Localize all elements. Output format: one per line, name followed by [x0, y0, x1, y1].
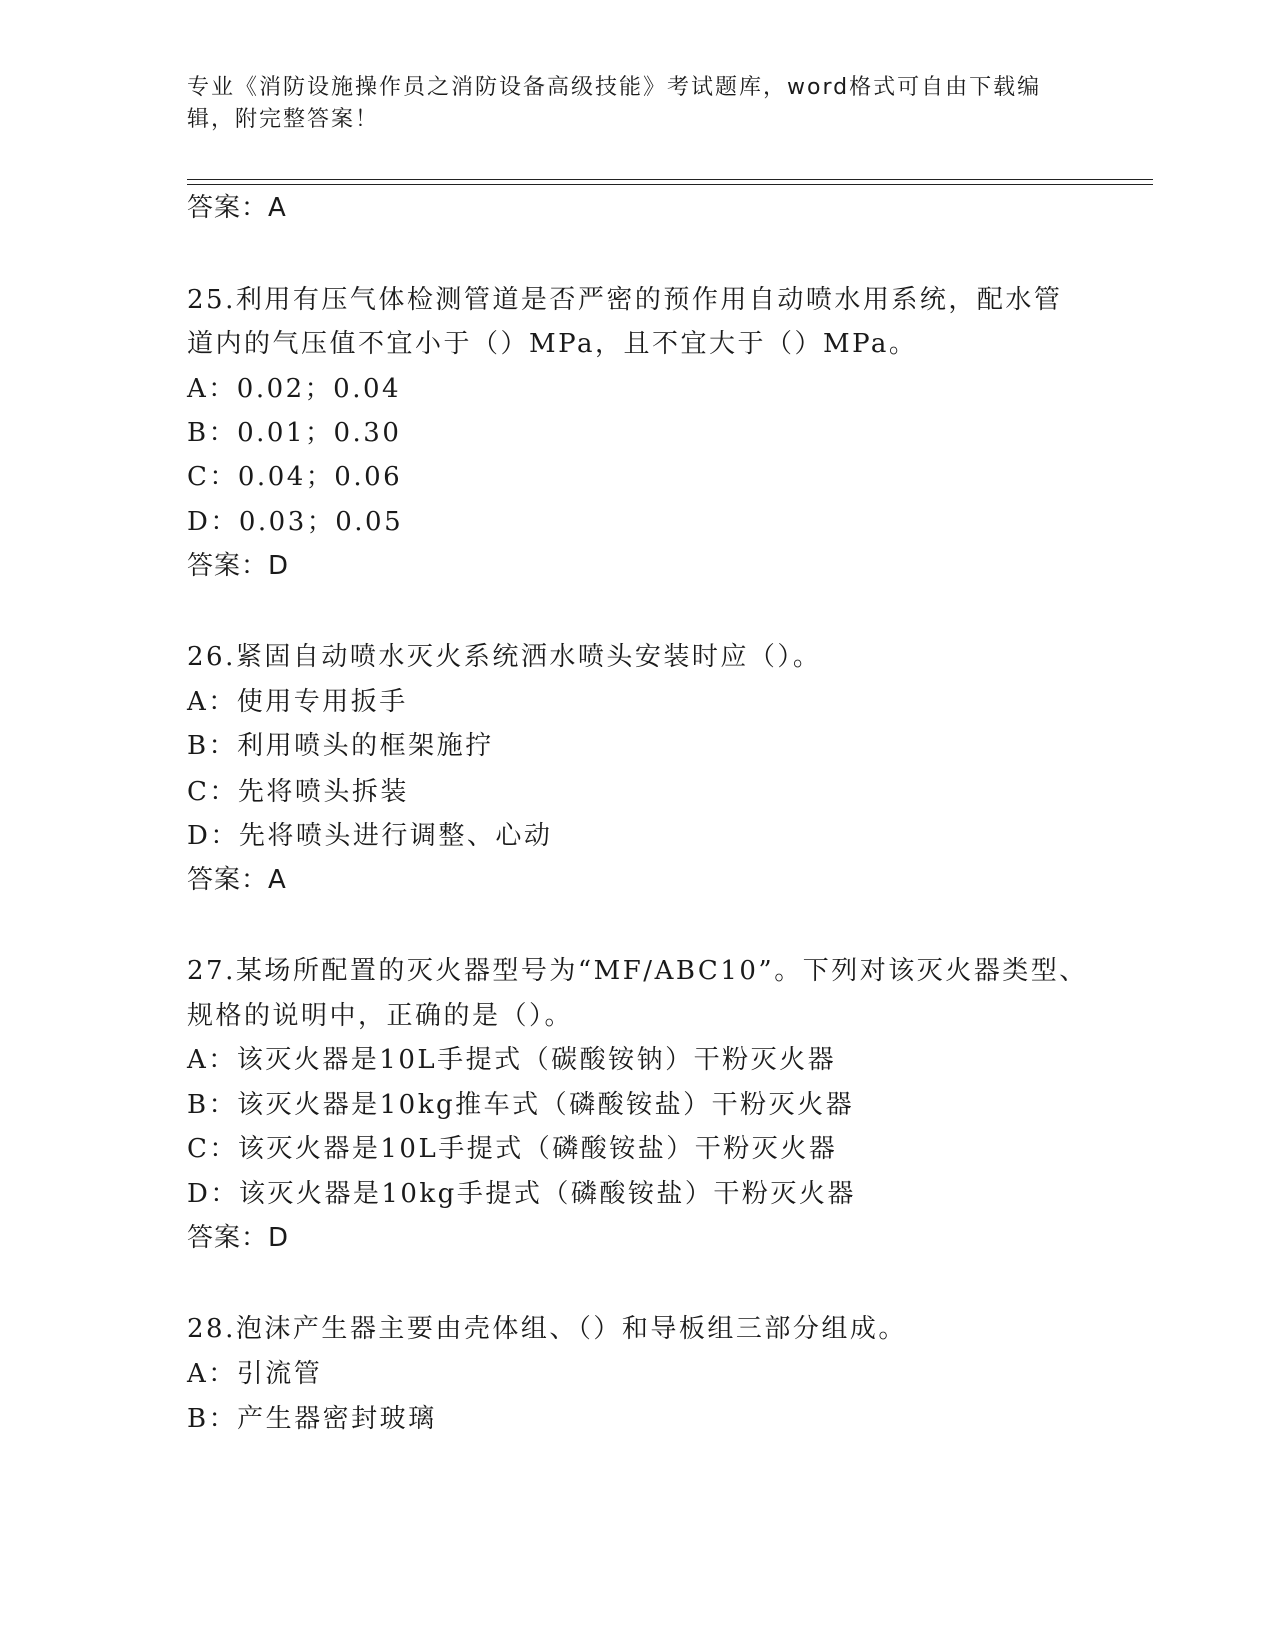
question-25-option-c: C：0.04；0.06	[187, 462, 403, 492]
question-26-option-d: D：先将喷头进行调整、心动	[187, 821, 553, 851]
question-25-option-a: A：0.02；0.04	[187, 374, 402, 404]
question-25-stem-line-1: 25.利用有压气体检测管道是否严密的预作用自动喷水用系统，配水管	[187, 285, 1063, 315]
question-26-option-b: B：利用喷头的框架施拧	[187, 731, 494, 761]
question-27-option-c: C：该灭火器是10L手提式（磷酸铵盐）干粉灭火器	[187, 1134, 838, 1164]
question-27-stem-line-1: 27.某场所配置的灭火器型号为“MF/ABC10”。下列对该灭火器类型、	[187, 956, 1088, 986]
question-27-answer: 答案：D	[187, 1223, 290, 1253]
question-26-stem-line-1: 26.紧固自动喷水灭火系统洒水喷头安装时应（）。	[187, 642, 822, 672]
question-25-option-b: B：0.01；0.30	[187, 418, 402, 448]
question-25-option-d: D：0.03；0.05	[187, 507, 404, 537]
question-28-option-a: A：引流管	[187, 1359, 323, 1389]
question-28-option-b: B：产生器密封玻璃	[187, 1404, 437, 1434]
question-27-option-a: A：该灭火器是10L手提式（碳酸铵钠）干粉灭火器	[187, 1045, 837, 1075]
header-divider-bottom	[187, 184, 1153, 185]
question-26-answer: 答案：A	[187, 865, 287, 895]
question-28-stem-line-1: 28.泡沫产生器主要由壳体组、（）和导板组三部分组成。	[187, 1314, 907, 1344]
document-header: 专业《消防设施操作员之消防设备高级技能》考试题库，word格式可自由下载编辑，附完整答案！	[187, 75, 1042, 132]
question-25-answer: 答案：D	[187, 551, 290, 581]
answer-line: 答案：A	[187, 193, 287, 223]
question-26-option-a: A：使用专用扳手	[187, 687, 408, 717]
question-25-stem-line-2: 道内的气压值不宜小于（）MPa，且不宜大于（）MPa。	[187, 329, 918, 359]
header-divider-top	[187, 179, 1153, 180]
question-26-option-c: C：先将喷头拆装	[187, 777, 409, 807]
question-27-option-d: D：该灭火器是10kg手提式（磷酸铵盐）干粉灭火器	[187, 1179, 856, 1209]
question-27-option-b: B：该灭火器是10kg推车式（磷酸铵盐）干粉灭火器	[187, 1090, 855, 1120]
question-27-stem-line-2: 规格的说明中，正确的是（）。	[187, 1001, 574, 1031]
